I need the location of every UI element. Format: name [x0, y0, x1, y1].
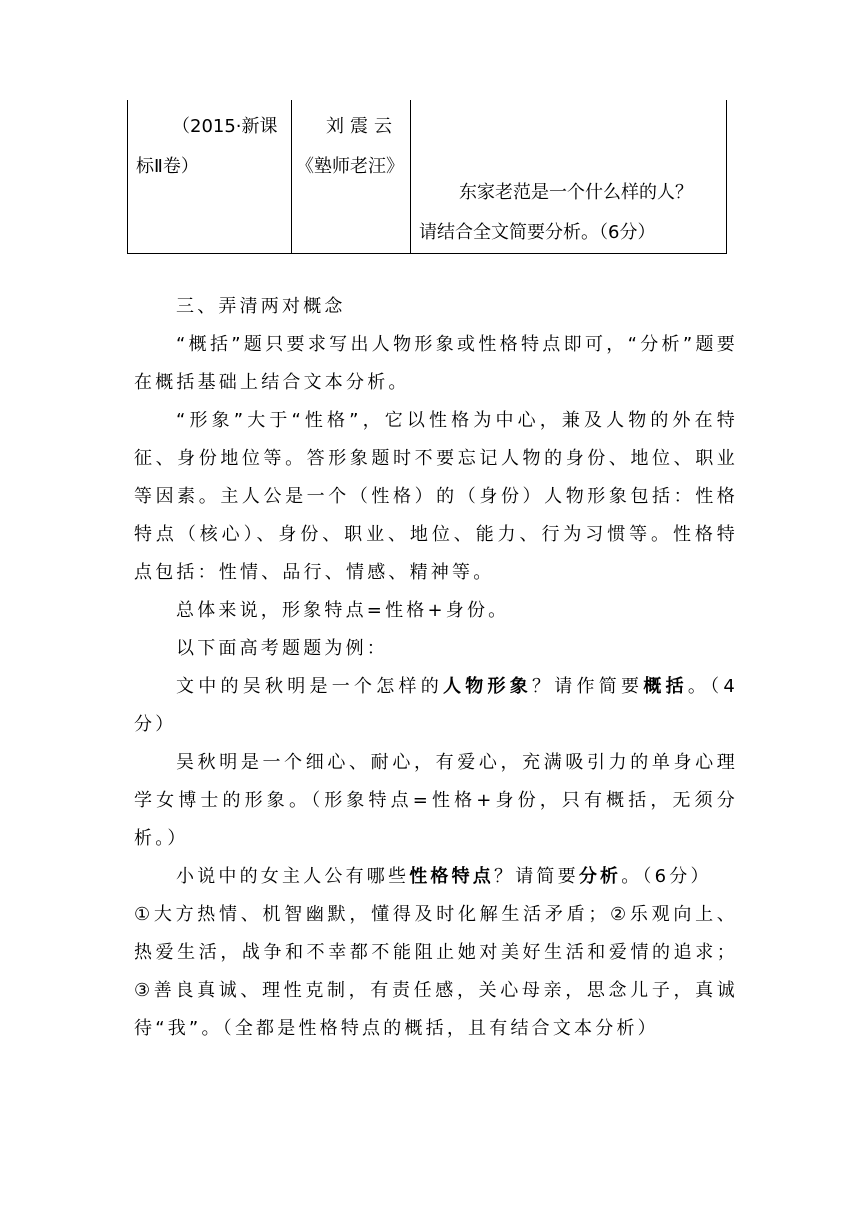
question-2: 小说中的女主人公有哪些性格特点？请简要分析。（6分）	[176, 866, 712, 887]
paragraph-formula: 总体来说，形象特点=性格+身份。	[176, 600, 510, 621]
table-row	[128, 100, 727, 254]
question-cell	[411, 100, 727, 254]
author-cell	[292, 100, 411, 254]
section-title: 三、弄清两对概念	[176, 296, 346, 317]
paragraph-example-intro: 以下面高考题题为例：	[176, 638, 388, 659]
source-cell	[128, 100, 292, 254]
work-title: 《塾师老汪》	[296, 156, 404, 177]
question-line-2: 请结合全文简要分析。（6分）	[419, 222, 656, 243]
paragraph-concept-2: “形象”大于“性格”，它以性格为中心，兼及人物的外在特征、身份地位等。答形象题时不要忘记人物的身份、地位、职业等因素。主人公是一个（性格）的（身份）人物形象包括：性格特点（核心）、身份、职业、地位、能力、行为习惯等。性格特点包括：性情、品行、情感、精神等。	[134, 410, 738, 583]
answer-1: 吴秋明是一个细心、耐心，有爱心，充满吸引力的单身心理学女博士的形象。（形象特点=性格+身份，只有概括，无须分析。）	[134, 752, 738, 849]
question-line-1: 东家老范是一个什么样的人？	[459, 182, 693, 203]
paragraph-concept-1: “概括”题只要求写出人物形象或性格特点即可，“分析”题要在概括基础上结合文本分析。	[134, 334, 738, 393]
answer-2: ①大方热情、机智幽默，懂得及时化解生活矛盾；②乐观向上、热爱生活，战争和不幸都不能阻止她对美好生活和爱情的追求；③善良真诚、理性克制，有责任感，关心母亲，思念儿子，真诚待“我”。（全都是性格特点的概括，且有结合文本分析）	[134, 904, 738, 1039]
question-1: 文中的吴秋明是一个怎样的人物形象？请作简要概括。（4分）	[134, 676, 738, 735]
question-table	[127, 100, 727, 254]
source-text: （2015·新课标Ⅱ卷）	[136, 116, 278, 177]
body-text	[134, 288, 738, 1048]
author-name: 刘震云	[326, 116, 398, 137]
